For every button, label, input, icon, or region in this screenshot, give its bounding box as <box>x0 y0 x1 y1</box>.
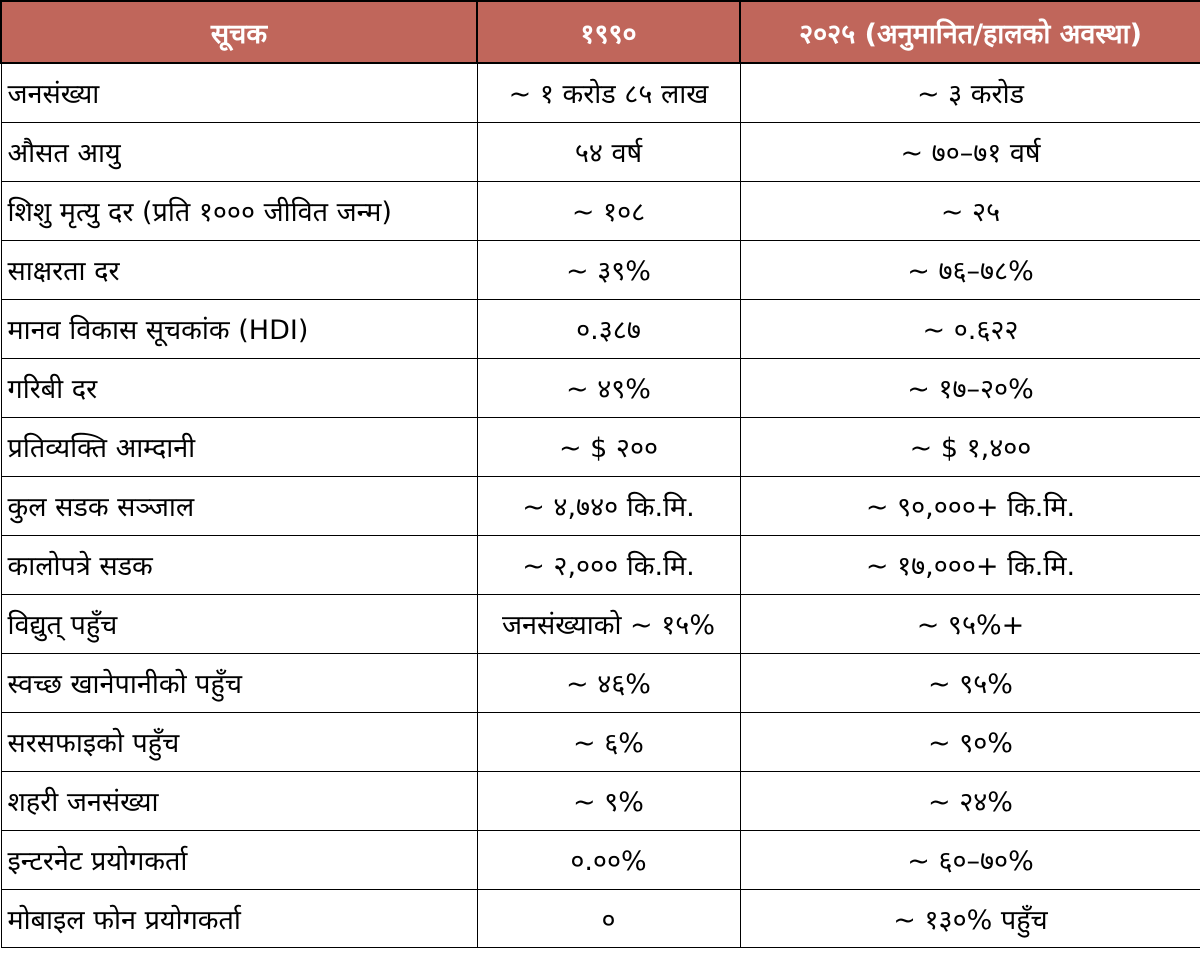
column-header-2025: २०२५ (अनुमानित/हालको अवस्था) <box>740 1 1200 63</box>
value-2025-cell: ~ १३०% पहुँच <box>740 889 1200 947</box>
indicator-cell: मोबाइल फोन प्रयोगकर्ता <box>1 889 477 947</box>
table-row <box>1 417 1200 476</box>
table-row <box>1 535 1200 594</box>
value-1990-cell: ~ ६% <box>477 712 740 771</box>
value-1990-cell: ~ ४९% <box>477 358 740 417</box>
value-1990-cell: ~ ४,७४० कि.मि. <box>477 476 740 535</box>
value-2025-cell: ~ $ १,४०० <box>740 417 1200 476</box>
value-2025-cell: ~ ९०,०००+ कि.मि. <box>740 476 1200 535</box>
value-2025-cell: ~ ३ करोड <box>740 63 1200 122</box>
value-2025-cell: ~ १७–२०% <box>740 358 1200 417</box>
value-1990-cell: ~ १ करोड ८५ लाख <box>477 63 740 122</box>
table-body <box>1 63 1200 947</box>
indicator-cell: गरिबी दर <box>1 358 477 417</box>
value-1990-cell: ०.००% <box>477 830 740 889</box>
indicator-cell: इन्टरनेट प्रयोगकर्ता <box>1 830 477 889</box>
indicator-cell: कुल सडक सञ्जाल <box>1 476 477 535</box>
value-1990-cell: ० <box>477 889 740 947</box>
table-row <box>1 240 1200 299</box>
value-2025-cell: ~ २५ <box>740 181 1200 240</box>
table-header <box>1 1 1200 63</box>
indicator-cell: कालोपत्रे सडक <box>1 535 477 594</box>
column-header-indicator: सूचक <box>1 1 477 63</box>
value-2025-cell: ~ २४% <box>740 771 1200 830</box>
indicator-cell: प्रतिव्यक्ति आम्दानी <box>1 417 477 476</box>
value-2025-cell: ~ ६०–७०% <box>740 830 1200 889</box>
table-row <box>1 712 1200 771</box>
value-1990-cell: ~ १०८ <box>477 181 740 240</box>
value-1990-cell: ~ ३९% <box>477 240 740 299</box>
value-1990-cell: ~ ४६% <box>477 653 740 712</box>
indicator-cell: औसत आयु <box>1 122 477 181</box>
indicator-cell: सरसफाइको पहुँच <box>1 712 477 771</box>
table-row <box>1 889 1200 947</box>
value-1990-cell: ~ $ २०० <box>477 417 740 476</box>
value-1990-cell: ०.३८७ <box>477 299 740 358</box>
value-2025-cell: ~ ९५%+ <box>740 594 1200 653</box>
table-row <box>1 594 1200 653</box>
indicator-cell: जनसंख्या <box>1 63 477 122</box>
column-header-1990: १९९० <box>477 1 740 63</box>
value-2025-cell: ~ ९०% <box>740 712 1200 771</box>
value-2025-cell: ~ ०.६२२ <box>740 299 1200 358</box>
header-row <box>1 1 1200 63</box>
table-row <box>1 830 1200 889</box>
indicator-cell: विद्युत् पहुँच <box>1 594 477 653</box>
table-row <box>1 476 1200 535</box>
value-1990-cell: ५४ वर्ष <box>477 122 740 181</box>
table-row <box>1 299 1200 358</box>
value-2025-cell: ~ ७६–७८% <box>740 240 1200 299</box>
table-row <box>1 771 1200 830</box>
value-1990-cell: ~ ९% <box>477 771 740 830</box>
table-row <box>1 181 1200 240</box>
indicator-cell: शहरी जनसंख्या <box>1 771 477 830</box>
value-1990-cell: ~ २,००० कि.मि. <box>477 535 740 594</box>
indicator-cell: साक्षरता दर <box>1 240 477 299</box>
table-row <box>1 122 1200 181</box>
value-1990-cell: जनसंख्याको ~ १५% <box>477 594 740 653</box>
value-2025-cell: ~ ७०–७१ वर्ष <box>740 122 1200 181</box>
table-row <box>1 358 1200 417</box>
indicator-cell: शिशु मृत्यु दर (प्रति १००० जीवित जन्म) <box>1 181 477 240</box>
indicator-cell: स्वच्छ खानेपानीको पहुँच <box>1 653 477 712</box>
value-2025-cell: ~ १७,०००+ कि.मि. <box>740 535 1200 594</box>
indicator-cell: मानव विकास सूचकांक (HDI) <box>1 299 477 358</box>
table-row <box>1 63 1200 122</box>
table-row <box>1 653 1200 712</box>
value-2025-cell: ~ ९५% <box>740 653 1200 712</box>
